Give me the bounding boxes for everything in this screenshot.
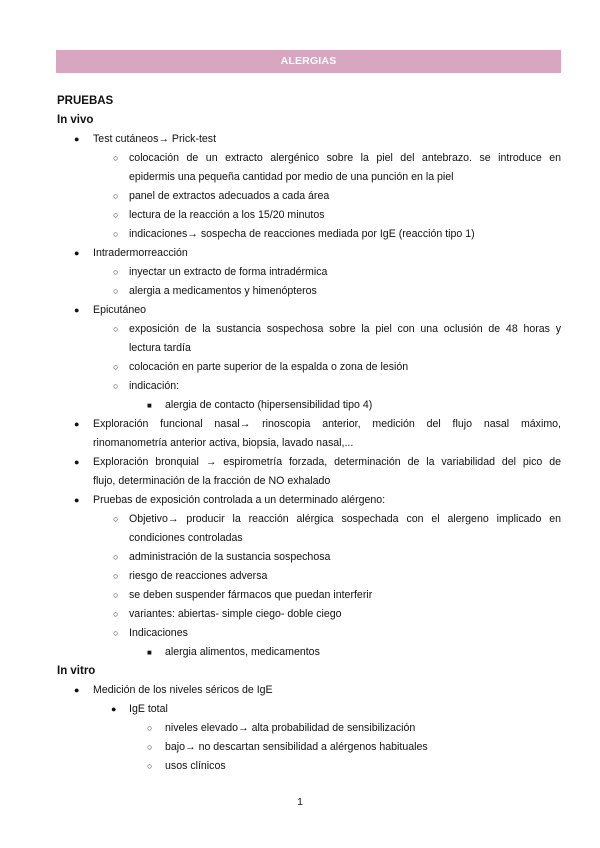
circle-bullet-icon: ○ xyxy=(113,362,119,372)
list-item-continuation: flujo, determinación de la fracción de NO exhalado xyxy=(93,475,331,487)
list-item: ○ usos clínicos xyxy=(57,757,561,776)
disc-bullet-icon: ● xyxy=(74,248,80,258)
list-item: ■ alergia de contacto (hipersensibilidad tipo 4) xyxy=(57,396,561,415)
list-item-continuation: rinomanometría anterior activa, biopsia, lavado nasal,... xyxy=(93,437,354,449)
square-bullet-icon: ■ xyxy=(147,648,152,657)
circle-bullet-icon: ○ xyxy=(113,191,119,201)
circle-bullet-icon: ○ xyxy=(113,609,119,619)
circle-bullet-icon: ○ xyxy=(113,153,119,163)
list-item: ○ Indicaciones xyxy=(57,624,561,643)
disc-bullet-icon: ● xyxy=(111,704,117,714)
circle-bullet-icon: ○ xyxy=(113,590,119,600)
circle-bullet-icon: ○ xyxy=(113,267,119,277)
circle-bullet-icon: ○ xyxy=(113,628,119,638)
list-item-continuation: lectura tardía xyxy=(129,342,191,354)
circle-bullet-icon: ○ xyxy=(147,742,153,752)
disc-bullet-icon: ● xyxy=(74,495,80,505)
document-body xyxy=(57,92,561,776)
list-item: ○ colocación de un extracto alergénico sobre la piel del antebrazo. se introduce en xyxy=(57,149,561,168)
list-item: ○ panel de extractos adecuados a cada área xyxy=(57,187,561,206)
circle-bullet-icon: ○ xyxy=(113,324,119,334)
list-item: ○ variantes: abiertas- simple ciego- doble ciego xyxy=(57,605,561,624)
subsection-heading-in-vivo: In vivo xyxy=(57,114,94,126)
section-heading-pruebas: PRUEBAS xyxy=(57,95,114,107)
list-item: ○ niveles elevado→ alta probabilidad de sensibilización xyxy=(57,719,561,738)
list-item: ○ indicación: xyxy=(57,377,561,396)
circle-bullet-icon: ○ xyxy=(113,210,119,220)
list-item: ● Pruebas de exposición controlada a un determinado alérgeno: xyxy=(57,491,561,510)
subsection-heading-in-vitro: In vitro xyxy=(57,665,96,677)
list-item: ○ administración de la sustancia sospechosa xyxy=(57,548,561,567)
list-item: ○ bajo→ no descartan sensibilidad a alérgenos habituales xyxy=(57,738,561,757)
list-item-continuation: condiciones controladas xyxy=(129,532,243,544)
list-item: ○ alergia a medicamentos y himenópteros xyxy=(57,282,561,301)
circle-bullet-icon: ○ xyxy=(113,381,119,391)
list-item: ● Medición de los niveles séricos de IgE xyxy=(57,681,561,700)
disc-bullet-icon: ● xyxy=(74,685,80,695)
list-item: ■ alergia alimentos, medicamentos xyxy=(57,643,561,662)
list-item: ○ lectura de la reacción a los 15/20 minutos xyxy=(57,206,561,225)
list-item: ● IgE total xyxy=(57,700,561,719)
circle-bullet-icon: ○ xyxy=(113,286,119,296)
disc-bullet-icon: ● xyxy=(74,134,80,144)
list-item: ● Exploración funcional nasal→ rinoscopia anterior, medición del flujo nasal máximo, xyxy=(57,415,561,434)
list-item: ○ riesgo de reacciones adversa xyxy=(57,567,561,586)
circle-bullet-icon: ○ xyxy=(147,723,153,733)
list-item: ○ indicaciones→ sospecha de reacciones mediada por IgE (reacción tipo 1) xyxy=(57,225,561,244)
list-item: ● Test cutáneos→ Prick-test xyxy=(57,130,561,149)
list-item: ● Epicutáneo xyxy=(57,301,561,320)
title-banner: ALERGIAS xyxy=(56,50,561,73)
list-item-continuation: epidermis una pequeña cantidad por medio de una punción en la piel xyxy=(129,171,454,183)
square-bullet-icon: ■ xyxy=(147,401,152,410)
list-item: ○ Objetivo→ producir la reacción alérgica sospechada con el alergeno implicado en xyxy=(57,510,561,529)
list-item: ○ se deben suspender fármacos que puedan interferir xyxy=(57,586,561,605)
list-item: ● Exploración bronquial → espirometría forzada, determinación de la variabilidad del pico de xyxy=(57,453,561,472)
list-item: ○ colocación en parte superior de la espalda o zona de lesión xyxy=(57,358,561,377)
page-number: 1 xyxy=(297,796,303,808)
circle-bullet-icon: ○ xyxy=(147,761,153,771)
list-item: ● Intradermorreacción xyxy=(57,244,561,263)
disc-bullet-icon: ● xyxy=(74,457,80,467)
circle-bullet-icon: ○ xyxy=(113,514,119,524)
list-item: ○ inyectar un extracto de forma intradérmica xyxy=(57,263,561,282)
circle-bullet-icon: ○ xyxy=(113,571,119,581)
circle-bullet-icon: ○ xyxy=(113,552,119,562)
circle-bullet-icon: ○ xyxy=(113,229,119,239)
disc-bullet-icon: ● xyxy=(74,419,80,429)
list-item: ○ exposición de la sustancia sospechosa sobre la piel con una oclusión de 48 horas y xyxy=(57,320,561,339)
disc-bullet-icon: ● xyxy=(74,305,80,315)
